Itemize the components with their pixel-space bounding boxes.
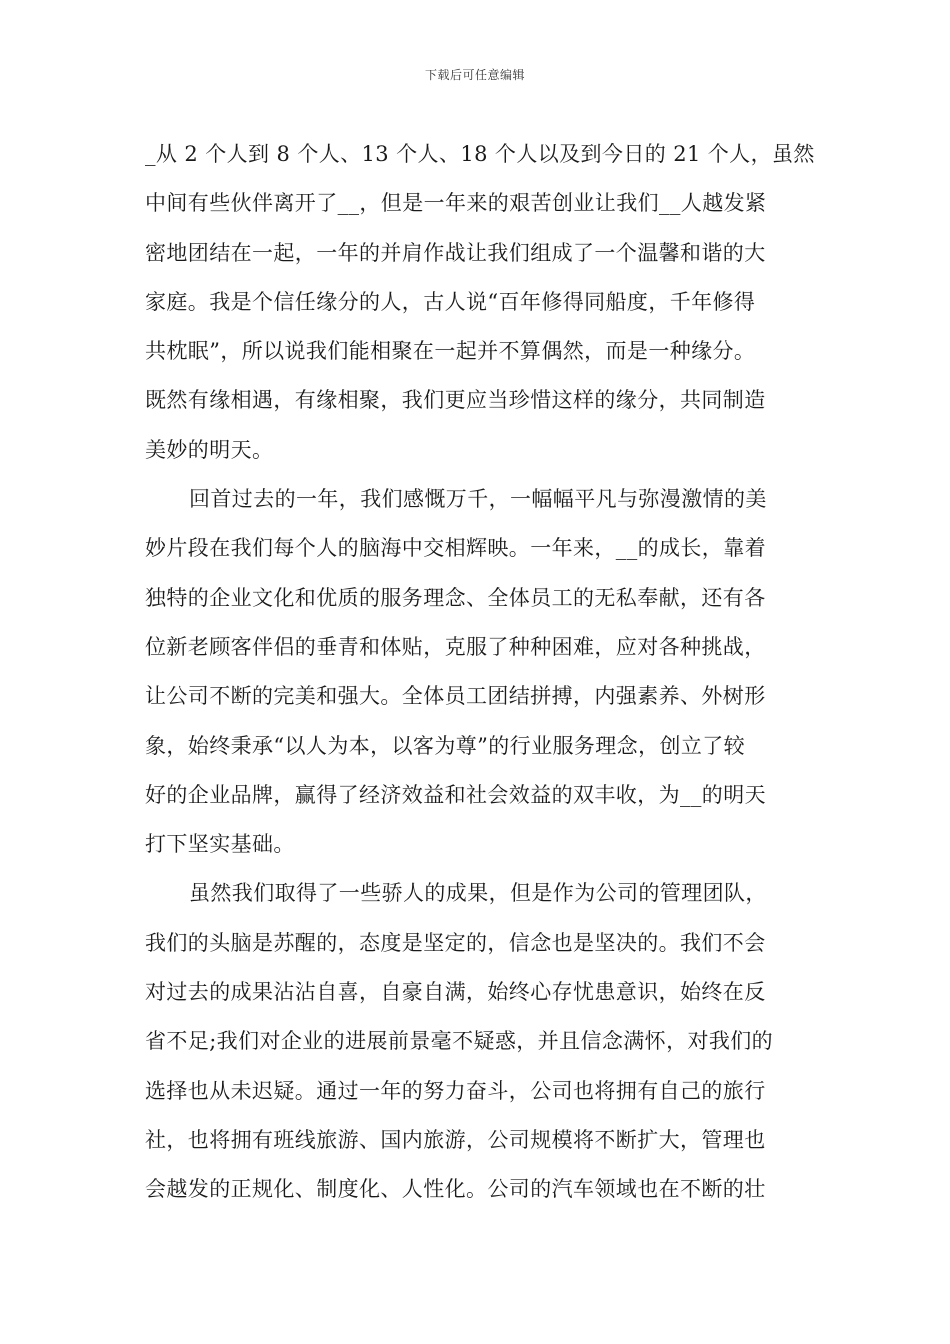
- text-line: 省不足;我们对企业的进展前景毫不疑惑，并且信念满怀，对我们的: [145, 1029, 774, 1054]
- text-line: 对过去的成果沾沾自喜，自豪自满，始终心存忧患意识，始终在反: [145, 980, 766, 1005]
- text-line: 独特的企业文化和优质的服务理念、全体员工的无私奉献，还有各: [145, 585, 766, 610]
- text-line: 中间有些伙伴离开了__，但是一年来的艰苦创业让我们__人越发紧: [145, 191, 767, 216]
- page-header: 下载后可任意编辑: [424, 68, 525, 82]
- text-line: 既然有缘相遇，有缘相聚，我们更应当珍惜这样的缘分，共同制造: [145, 388, 766, 413]
- text-line: 密地团结在一起，一年的并肩作战让我们组成了一个温馨和谐的大: [145, 240, 766, 265]
- text-line: 会越发的正规化、制度化、人性化。公司的汽车领域也在不断的壮: [145, 1177, 766, 1202]
- text-line: 美妙的明天。: [145, 437, 274, 462]
- text-line: 我们的头脑是苏醒的，态度是坚定的，信念也是坚决的。我们不会: [145, 930, 766, 955]
- text-line: 选择也从未迟疑。通过一年的努力奋斗，公司也将拥有自己的旅行: [145, 1078, 766, 1103]
- text-line: 妙片段在我们每个人的脑海中交相辉映。一年来，__的成长，靠着: [145, 536, 766, 561]
- paragraph: [145, 130, 825, 475]
- text-line: 好的企业品牌，赢得了经济效益和社会效益的双丰收，为__的明天: [145, 782, 766, 807]
- text-line: 位新老顾客伴侣的垂青和体贴，克服了种种困难，应对各种挑战，: [145, 634, 766, 659]
- paragraph: [145, 475, 825, 869]
- text-line: 社，也将拥有班线旅游、国内旅游，公司规模将不断扩大，管理也: [145, 1127, 766, 1152]
- text-line: 象，始终秉承“以人为本，以客为尊”的行业服务理念，创立了较: [145, 733, 746, 758]
- text-line: _从 2 个人到 8 个人、13 个人、18 个人以及到今日的 21 个人，虽然: [145, 142, 815, 166]
- text-line: 打下坚实基础。: [145, 832, 295, 857]
- text-line: 回首过去的一年，我们感慨万千，一幅幅平凡与弥漫激情的美: [189, 487, 767, 512]
- text-line: 家庭。我是个信任缘分的人，古人说“百年修得同船度，千年修得: [145, 289, 756, 314]
- text-line: 共枕眠”，所以说我们能相聚在一起并不算偶然，而是一种缘分。: [145, 339, 756, 364]
- text-line: 让公司不断的完美和强大。全体员工团结拼搏，内强素养、外树形: [145, 684, 766, 709]
- paragraph: [145, 869, 825, 1214]
- document-body: [145, 130, 825, 1215]
- text-line: 虽然我们取得了一些骄人的成果，但是作为公司的管理团队，: [189, 881, 767, 906]
